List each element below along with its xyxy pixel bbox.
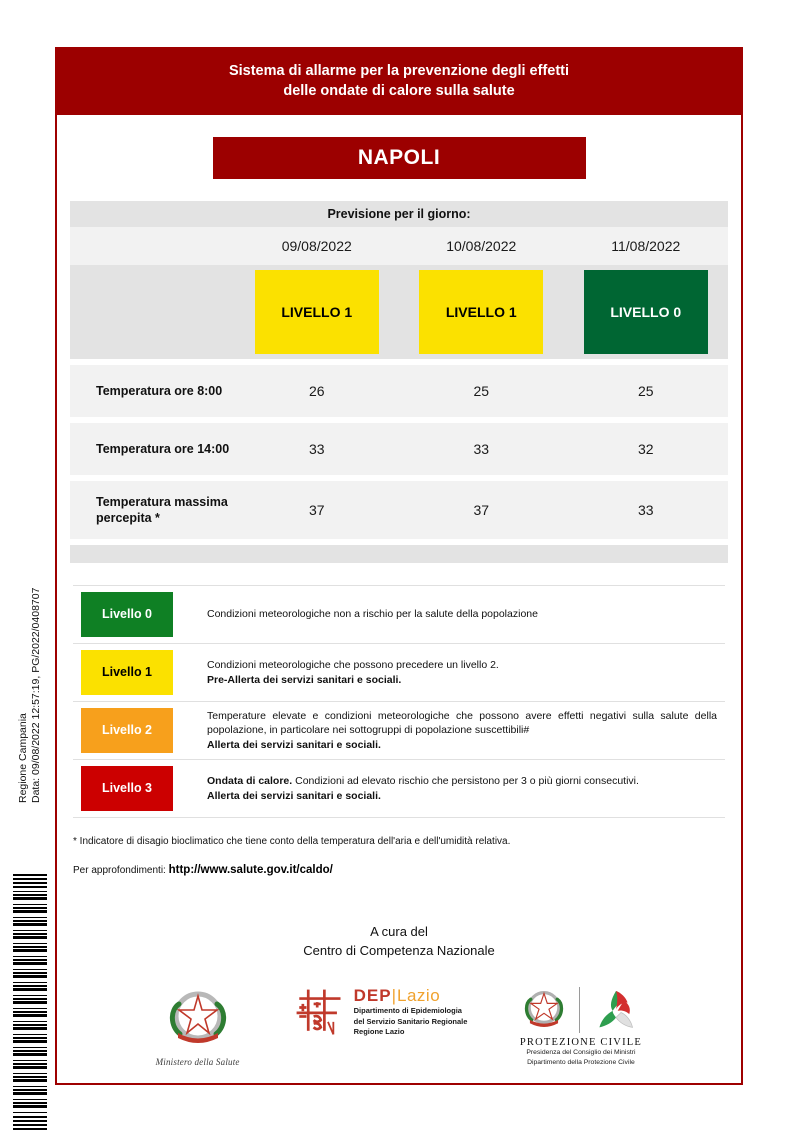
level-badge-day2: LIVELLO 1 <box>419 270 543 354</box>
stamp-region: Regione Campania <box>17 713 29 803</box>
dep-subtitle-2: del Servizio Sanitario Regionale <box>353 1016 468 1026</box>
temp-14-day3: 32 <box>564 423 729 475</box>
legend-swatch-level-0: Livello 0 <box>81 592 173 637</box>
dep-lazio-logo <box>292 986 468 1038</box>
legend-desc-level-1: Condizioni meteorologiche che possono precedere un livello 2. <box>207 659 499 671</box>
protezione-civile-sub-1: Presidenza del Consiglio dei Ministri <box>526 1049 636 1056</box>
logo-divider <box>579 987 580 1033</box>
forecast-levels-row <box>70 265 728 359</box>
document-frame <box>55 47 743 1085</box>
protocol-stamp-text <box>17 503 43 803</box>
credit-line-1: A cura del <box>370 924 428 939</box>
city-name-badge: NAPOLI <box>213 137 586 179</box>
temp-8-day3: 25 <box>564 365 729 417</box>
protezione-civile-logo <box>519 986 642 1067</box>
logo-strip <box>57 986 741 1067</box>
forecast-title: Previsione per il giorno: <box>70 201 728 227</box>
more-info-label: Per approfondimenti: <box>73 865 166 876</box>
more-info-line <box>73 863 725 878</box>
forecast-title-row <box>70 201 728 227</box>
dep-subtitle-1: Dipartimento di Epidemiologia <box>353 1006 462 1016</box>
legend-swatch-cell-2 <box>73 702 189 760</box>
legend-swatch-cell-1 <box>73 644 189 702</box>
table-row <box>70 481 728 539</box>
dep-lazio-title <box>354 987 468 1005</box>
italian-republic-emblem-small-icon <box>519 986 569 1034</box>
legend-desc-cell-1 <box>189 644 725 702</box>
dep-subtitle-3: Regione Lazio <box>353 1027 405 1037</box>
salute-caldo-link[interactable]: http://www.salute.gov.it/caldo/ <box>168 864 333 876</box>
legend-desc-level-3-line <box>207 774 717 789</box>
legend-action-level-1: Pre-Allerta dei servizi sanitari e sociali. <box>207 673 402 686</box>
forecast-date-1: 09/08/2022 <box>235 227 400 265</box>
temp-14-day1: 33 <box>235 423 400 475</box>
legend-swatch-level-1: Livello 1 <box>81 650 173 695</box>
level-cell-day1 <box>235 265 400 359</box>
dep-lazio-text <box>354 987 468 1037</box>
legend-action-level-3: Allerta dei servizi sanitari e sociali. <box>207 789 381 802</box>
forecast-date-3: 11/08/2022 <box>564 227 729 265</box>
temp-perceived-day3: 33 <box>564 481 729 539</box>
italian-republic-emblem-icon <box>160 986 236 1050</box>
legend-swatch-cell-3 <box>73 760 189 818</box>
legend-desc-cell-0 <box>189 586 725 644</box>
row-label-temp-perceived: Temperatura massima percepita * <box>70 481 235 539</box>
temp-8-day2: 25 <box>399 365 564 417</box>
row-label-temp-8: Temperatura ore 8:00 <box>70 365 235 417</box>
forecast-table <box>70 201 728 563</box>
legend-row-level-0 <box>73 586 725 644</box>
dep-letter-d: D <box>353 986 367 1006</box>
footnotes <box>73 834 725 878</box>
left-margin-stamp <box>0 0 56 1130</box>
header-line-1: Sistema di allarme per la prevenzione degli effetti <box>228 63 570 79</box>
row-label-temp-14: Temperatura ore 14:00 <box>70 423 235 475</box>
city-badge-wrapper <box>57 115 741 195</box>
legend-desc-level-2: Temperature elevate e condizioni meteorologiche che possono avere effetti negativi sulla salute della popolazione, in particolare nei sottogruppi di popolazione suscettibili# <box>207 709 717 737</box>
legend-row-level-1 <box>73 644 725 702</box>
legend-row-level-2 <box>73 702 725 760</box>
legend-desc-level-3: Condizioni ad elevato rischio che persistono per 3 o più giorni consecutivi. <box>295 775 639 787</box>
temp-perceived-day2: 37 <box>399 481 564 539</box>
dep-word-lazio: Lazio <box>397 986 441 1006</box>
dep-glyph-icon <box>292 986 346 1038</box>
level-badge-day1: LIVELLO 1 <box>255 270 379 354</box>
legend-desc-cell-3 <box>189 760 725 818</box>
legend-swatch-level-3: Livello 3 <box>81 766 173 811</box>
legend-desc-level-3-lead: Ondata di calore. <box>207 775 293 787</box>
header-line-2: delle ondate di calore sulla salute <box>283 83 515 99</box>
protezione-civile-triskelion-icon <box>590 986 642 1034</box>
ministero-salute-logo <box>156 986 240 1067</box>
levels-legend <box>73 585 725 818</box>
legend-action-level-2: Allerta dei servizi sanitari e sociali. <box>207 738 381 751</box>
temp-perceived-day1: 37 <box>235 481 400 539</box>
forecast-bottom-spacer <box>70 545 728 563</box>
footnote-asterisk: * Indicatore di disagio bioclimatico che tiene conto della temperatura dell'aria e dell'umidità relativa. <box>73 836 511 847</box>
temp-14-day2: 33 <box>399 423 564 475</box>
dep-separator-bar: | <box>391 986 398 1006</box>
protezione-civile-marks <box>519 986 642 1034</box>
forecast-dates-row <box>70 227 728 265</box>
barcode-2d <box>13 872 47 1130</box>
legend-desc-cell-2 <box>189 702 725 760</box>
table-row <box>70 365 728 417</box>
forecast-date-2: 10/08/2022 <box>399 227 564 265</box>
protezione-civile-name: PROTEZIONE CIVILE <box>519 1037 643 1048</box>
level-cell-day3 <box>564 265 729 359</box>
dates-row-blank <box>70 227 235 265</box>
ministero-salute-caption: Ministero della Salute <box>155 1057 240 1067</box>
stamp-protocol: Data: 09/08/2022 12:57:19, PG/2022/0408707 <box>30 587 42 803</box>
legend-desc-level-0: Condizioni meteorologiche non a rischio per la salute della popolazione <box>207 608 538 621</box>
legend-swatch-level-2: Livello 2 <box>81 708 173 753</box>
levels-row-blank <box>70 265 235 359</box>
legend-swatch-cell-0 <box>73 586 189 644</box>
dep-letters-ep: EP <box>366 986 392 1006</box>
level-badge-day3: LIVELLO 0 <box>584 270 708 354</box>
protezione-civile-sub-2: Dipartimento della Protezione Civile <box>527 1058 635 1066</box>
document-header-banner <box>57 49 741 115</box>
credit-line-2: Centro di Competenza Nazionale <box>303 943 495 958</box>
temp-8-day1: 26 <box>235 365 400 417</box>
credit-block <box>57 922 741 960</box>
table-row <box>70 423 728 475</box>
legend-row-level-3 <box>73 760 725 818</box>
level-cell-day2 <box>399 265 564 359</box>
